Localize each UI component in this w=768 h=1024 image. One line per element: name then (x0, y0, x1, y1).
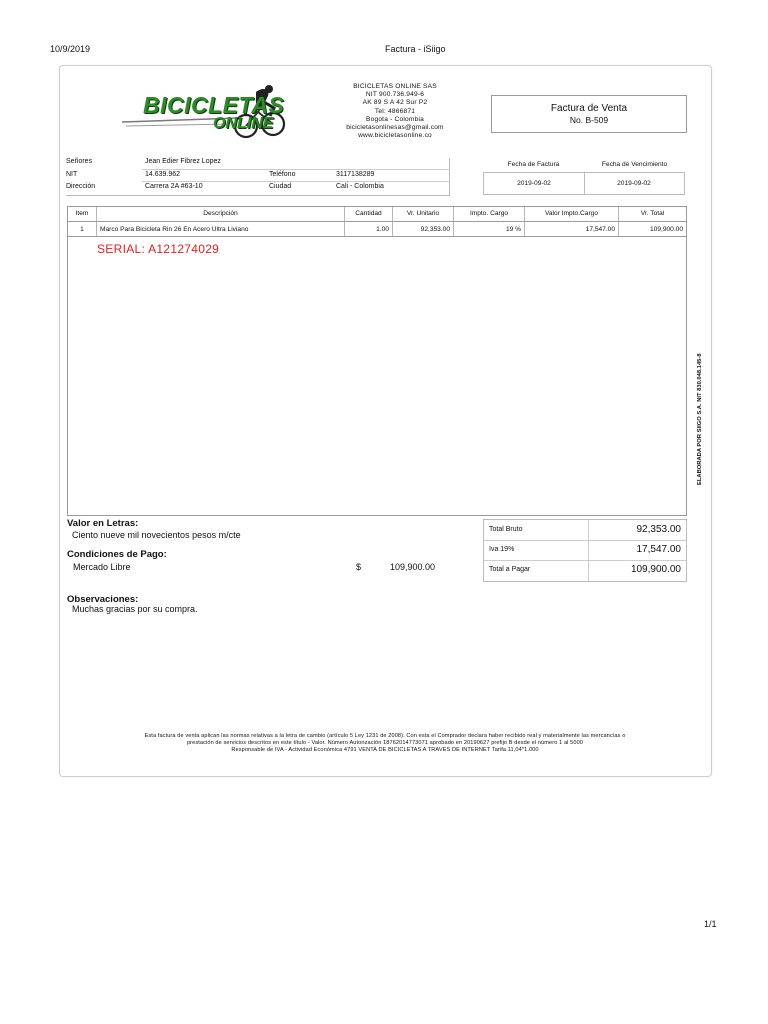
fecha-factura-label: Fecha de Factura (483, 158, 584, 173)
legal-line-3: Responsable de IVA - Actividad Económica 4791 VENTA DE BICICLETAS A TRAVES DE INTERNET Tarifa 11,04*1.000 (231, 747, 539, 753)
nit-value: 14.639.962 (145, 171, 181, 178)
table-cell-cantidad: 1.00 (345, 222, 393, 237)
col-header-vr-unitario: Vr. Unitario (393, 207, 454, 222)
valor-letras-label: Valor en Letras: (67, 518, 139, 529)
valor-letras-value: Ciento nueve mil novecientos pesos m/cte (72, 530, 241, 540)
company-address: AK 89 S A 42 Sur P2 (362, 99, 428, 107)
legal-text (79, 733, 691, 754)
invoice-title: Factura de Venta (550, 103, 628, 114)
company-info (325, 83, 465, 140)
table-cell-vr-unitario: 92,353.00 (393, 222, 454, 237)
condiciones-amount: 109,900.00 (390, 562, 436, 572)
senores-value: Jean Edier Fibrez Lopez (145, 158, 221, 165)
print-title: Factura - iSiigo (385, 44, 446, 54)
totals-box (483, 519, 687, 582)
company-nit: NIT 900.736.949-6 (365, 91, 425, 99)
iva-label: Iva 19% (489, 546, 515, 553)
total-pagar-label: Total a Pagar (489, 566, 531, 573)
col-header-valor-impto: Valor Impto.Cargo (525, 207, 619, 222)
total-bruto-label: Total Bruto (489, 526, 523, 533)
col-header-descripcion: Descripción (97, 207, 345, 222)
company-phone: Tel: 4866871 (374, 107, 416, 115)
col-header-vr-total: Vr. Total (619, 207, 686, 222)
direccion-value: Carrera 2A #63-10 (145, 183, 203, 190)
nit-label: NIT (66, 171, 78, 178)
table-cell-descripcion: Marco Para Bicicleta Rin 26 En Acero Ultra Liviano (97, 222, 345, 237)
table-cell-vr-total: 109,900.00 (619, 222, 686, 237)
ciudad-value: Cali - Colombia (336, 183, 384, 190)
ciudad-label: Ciudad (269, 183, 292, 190)
print-date: 10/9/2019 (50, 44, 91, 54)
senores-label: Señores (66, 158, 93, 165)
observaciones-label: Observaciones: (67, 594, 139, 605)
telefono-value: 3117138289 (336, 171, 375, 178)
customer-block (66, 158, 450, 196)
table-cell-item: 1 (68, 222, 97, 237)
company-city: Bogota - Colombia (365, 115, 424, 123)
table-cell-impto-cargo: 19 % (454, 222, 525, 237)
dates-block (483, 158, 685, 195)
total-bruto-value: 92,353.00 (636, 524, 681, 535)
company-logo (118, 82, 288, 140)
total-pagar-value: 109,900.00 (630, 564, 681, 575)
condiciones-label: Condiciones de Pago: (67, 549, 167, 560)
siigo-side-text-label: ELABORADA POR SIIGO S.A. NIT 830.048.145-8 (697, 353, 703, 485)
invoice-number: No. B-509 (569, 115, 609, 125)
direccion-label: Dirección (66, 183, 96, 190)
logo-text-bicicletas: BICICLETAS (143, 92, 285, 118)
fecha-vencimiento-value: 2019-09-02 (584, 173, 685, 195)
table-cell-valor-impto: 17,547.00 (525, 222, 619, 237)
invoice-title-box (491, 95, 687, 133)
page-count: 1/1 (704, 919, 717, 929)
condiciones-method: Mercado Libre (73, 562, 131, 572)
fecha-factura-value: 2019-09-02 (483, 173, 585, 195)
company-email[interactable]: bicicletasonlinesas@gmail.com (346, 124, 444, 132)
logo-text-online: ONLINE (213, 115, 274, 132)
legal-line-1: Esta factura de venta aplican las normas relativas a la letra de cambio (artículo 5 Ley 1231 de 2008). Con esta el Comprador declara haber recibido real y materialmente las mercancías o (144, 733, 626, 739)
col-header-cantidad: Cantidad (345, 207, 393, 222)
observaciones-value: Muchas gracias por su compra. (72, 604, 198, 614)
col-header-impto-cargo: Impto. Cargo (454, 207, 525, 222)
condiciones-currency: $ (356, 562, 362, 572)
iva-value: 17,547.00 (636, 544, 681, 555)
serial-number: SERIAL: A121274029 (97, 242, 220, 256)
fecha-vencimiento-label: Fecha de Vencimiento (584, 158, 685, 173)
company-web[interactable]: www.bicicletasonline.co (358, 132, 432, 140)
legal-line-2: prestación de servicios descritos en este título - Valor. Número Autorización 18762014773071 aprobado en 20190627 prefijo B desde el número 1 al 5000 (186, 740, 584, 746)
company-name: BICICLETAS ONLINE SAS (353, 83, 437, 90)
col-header-item: Item (68, 207, 97, 222)
telefono-label: Teléfono (269, 171, 296, 178)
